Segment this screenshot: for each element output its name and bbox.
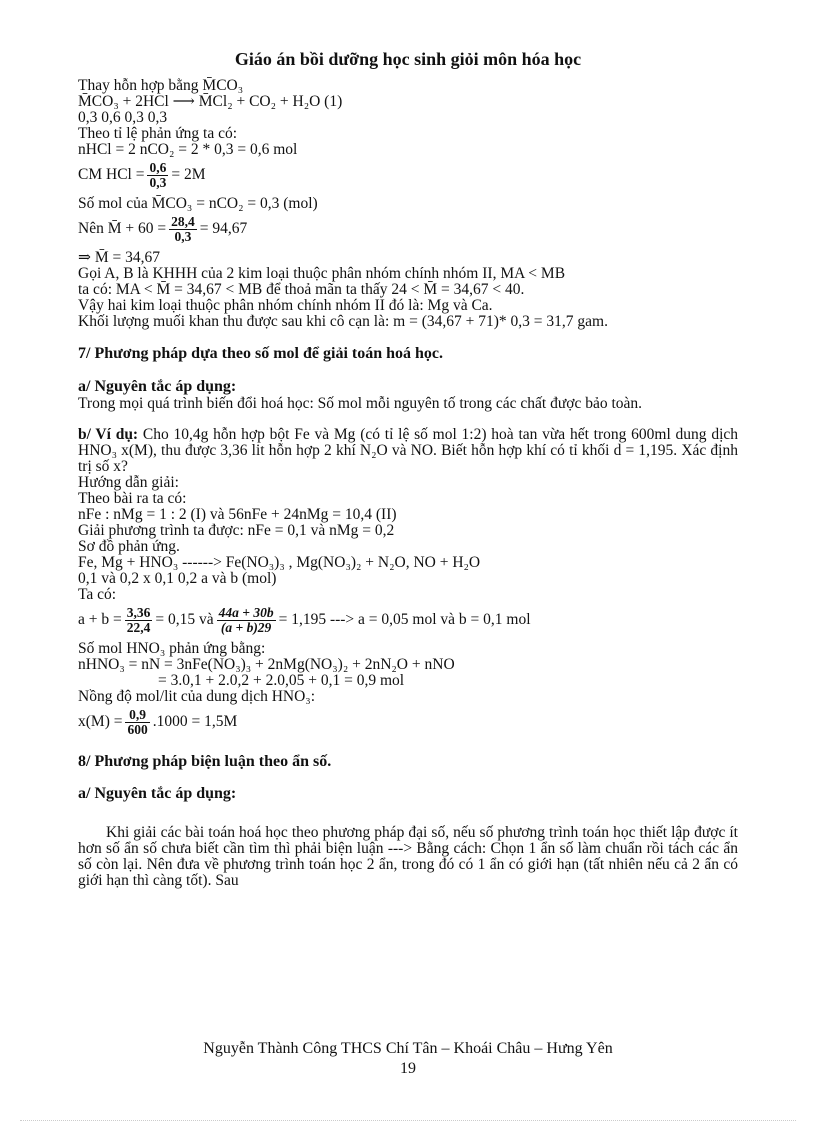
ab-fraction-2	[217, 606, 276, 635]
example-text: Cho 10,4g hỗn hợp bột Fe và Mg (có tỉ lệ số mol 1:2) hoà tan vừa hết trong 600ml dung dịch HNO₃ x(M), thu được 3,36 lit hỗn hợp 2 khí N₂O và NO. Biết hỗn hợp khí có tỉ khối d = 1,195. Xác định trị số x?	[78, 426, 738, 475]
ab-lhs: a + b =	[78, 611, 122, 629]
metals-line: Vậy hai kim loại thuộc phân nhóm chính nhóm II đó là: Mg và Ca.	[78, 297, 493, 314]
c-hcl-num: 0,6	[149, 160, 167, 175]
given-line: Theo bài ra ta có:	[78, 490, 187, 507]
call-line: Gọi A, B là KHHH của 2 kim loại thuộc phân nhóm chính nhóm II, MA < MB	[78, 265, 566, 282]
nen-formula	[78, 215, 738, 244]
c-hcl-lhs: CM HCl =	[78, 166, 145, 184]
bottom-divider	[20, 1120, 796, 1121]
conc-title: Nồng độ mol/lit của dung dịch HNO₃:	[78, 688, 316, 705]
ab-num1: 3,36	[126, 605, 151, 620]
scheme-line: Sơ đồ phản ứng.	[78, 538, 180, 555]
ab-den2: (a + b)29	[217, 620, 276, 635]
page-title: Giáo án bồi dưỡng học sinh giỏi môn hóa học	[234, 49, 582, 69]
nen-num: 28,4	[171, 214, 195, 229]
equation-1: M̄CO₃ + 2HCl ⟶ M̄Cl₂ + CO₂ + H₂O (1)	[78, 93, 343, 110]
c-hcl-fraction	[147, 161, 168, 190]
nen-rhs: = 94,67	[199, 220, 248, 238]
ab-num2: 44a + 30b	[218, 605, 274, 620]
hno3-title: Số mol HNO₃ phản ứng bằng:	[78, 640, 266, 657]
solve-equation: Giải phương trình ta được: nFe = 0,1 và nMg = 0,2	[78, 522, 395, 539]
ab-rhs: = 1,195 ---> a = 0,05 mol và b = 0,1 mol	[278, 611, 531, 629]
conc-den: 600	[127, 722, 148, 737]
mol-m-line: Số mol của M̄CO₃ = nCO₂ = 0,3 (mol)	[78, 195, 318, 212]
ab-fraction-1	[125, 606, 153, 635]
document-page	[78, 48, 738, 889]
hno3-eq2: = 3.0,1 + 2.0,2 + 2.0,05 + 0,1 = 0,9 mol	[158, 672, 405, 689]
replace-line: Thay hỗn hợp bằng M̄CO₃	[78, 77, 244, 94]
section8-text: Khi giải các bài toán hoá học theo phương pháp đại số, nếu số phương trình toán học thiết lập được ít hơn số ẩn số chưa biết cần tìm thì phải biện luận ---> Bằng cách: Chọn 1 ẩn số làm chuẩn rồi tách các ẩn số còn lại. Nên đưa về phương trình toán học 2 ẩn, trong đó có 1 ẩn có giới hạn (tất nhiên nếu cả 2 ẩn có giới hạn thì càng tốt). Sau	[78, 824, 738, 889]
section7-heading: 7/ Phương pháp dựa theo số mol để giải toán hoá học.	[78, 345, 444, 362]
conc-lhs: x(M) =	[78, 713, 123, 731]
reaction-line: Fe, Mg + HNO₃ ------> Fe(NO₃)₃ , Mg(NO₃)₂ + N₂O, NO + H₂O	[78, 554, 481, 571]
ab-mid: = 0,15 và	[155, 611, 214, 629]
taco-line: ta có: MA < M̄ = 34,67 < MB để thoả mãn ta thấy 24 < M̄ = 34,67 < 40.	[78, 281, 525, 298]
c-hcl-den: 0,3	[149, 175, 167, 190]
section7-example	[78, 427, 738, 475]
guide-line: Hướng dẫn giải:	[78, 474, 179, 491]
nen-den: 0,3	[169, 229, 197, 244]
conc-fraction	[125, 708, 149, 737]
salt-line: Khối lượng muối khan thu được sau khi cô cạn là: m = (34,67 + 71)* 0,3 = 31,7 gam.	[78, 313, 608, 330]
ab-den1: 22,4	[126, 620, 151, 635]
section7-principle-heading: a/ Nguyên tắc áp dụng:	[78, 378, 237, 395]
ratio-equation: nFe : nMg = 1 : 2 (I) và 56nFe + 24nMg = 10,4 (II)	[78, 506, 397, 523]
section7-principle-text: Trong mọi quá trình biến đổi hoá học: Số mol mỗi nguyên tố trong các chất được bảo toàn.	[78, 395, 643, 412]
example-label: b/ Ví dụ:	[78, 426, 139, 443]
reaction-moles: 0,1 và 0,2 x 0,1 0,2 a và b (mol)	[78, 570, 277, 587]
taco-label: Ta có:	[78, 586, 117, 603]
n-hcl-line: nHCl = 2 nCO₂ = 2 * 0,3 = 0,6 mol	[78, 141, 298, 158]
ratio-line: Theo tỉ lệ phản ứng ta có:	[78, 125, 238, 142]
conc-rhs: .1000 = 1,5M	[152, 713, 238, 731]
ab-formula	[78, 606, 738, 635]
conc-formula	[78, 708, 738, 737]
section8-heading: 8/ Phương pháp biện luận theo ẩn số.	[78, 753, 332, 770]
section8-principle-heading: a/ Nguyên tắc áp dụng:	[78, 785, 237, 802]
nen-fraction	[169, 215, 197, 244]
moles-line: 0,3 0,6 0,3 0,3	[78, 109, 168, 126]
c-hcl-rhs: = 2M	[171, 166, 206, 184]
footer-author: Nguyễn Thành Công THCS Chí Tân – Khoái Châu – Hưng Yên	[203, 1040, 613, 1057]
nen-lhs: Nên M̄ + 60 =	[78, 220, 167, 238]
page-number: 19	[400, 1060, 416, 1077]
hno3-eq1: nHNO₃ = nN = 3nFe(NO₃)₃ + 2nMg(NO₃)₂ + 2nN₂O + nNO	[78, 656, 455, 673]
c-hcl-formula	[78, 161, 738, 190]
m-result: ⇒ M̄ = 34,67	[78, 249, 161, 266]
conc-num: 0,9	[129, 707, 147, 722]
